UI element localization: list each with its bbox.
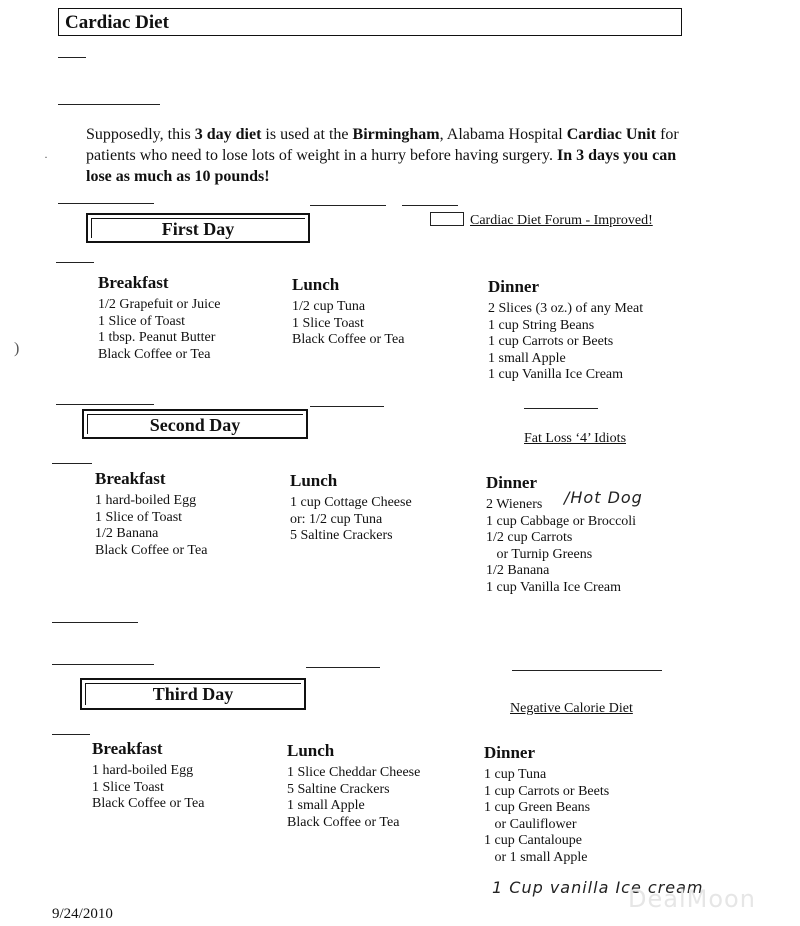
day-3-lunch-list [287, 765, 420, 831]
list-item: or Turnip Greens [486, 546, 593, 562]
list-item: 5 Saltine Crackers [290, 528, 393, 543]
list-item: 1 small Apple [287, 798, 365, 813]
list-item: Black Coffee or Tea [98, 346, 211, 362]
list-item: Black Coffee or Tea [92, 796, 205, 811]
list-item: 1 tbsp. Peanut Butter [98, 330, 216, 345]
list-item: 1/2 Grapefuit or Juice [98, 297, 221, 312]
list-item: 1 cup Tuna [484, 767, 547, 782]
list-item: 1 Slice of Toast [98, 313, 186, 329]
divider [56, 262, 94, 263]
divider [310, 205, 386, 206]
divider [512, 670, 662, 671]
day-1-breakfast-list [98, 297, 220, 363]
divider [310, 406, 384, 407]
list-item: 2 Slices (3 oz.) of any Meat [488, 301, 644, 316]
handwritten-note-hotdog: /Hot Dog [564, 488, 643, 507]
list-item: 1 cup Vanilla Ice Cream [488, 367, 624, 382]
list-item: 1 cup Green Beans [484, 800, 591, 815]
list-item: 1/2 Banana [486, 563, 550, 578]
day-2-lunch-heading: Lunch [290, 471, 338, 490]
day-3-dinner-heading: Dinner [484, 743, 535, 762]
forum-link[interactable]: Cardiac Diet Forum - Improved! [470, 213, 653, 228]
list-item: 1 Slice of Toast [95, 509, 183, 525]
list-item: 1/2 Banana [95, 526, 159, 541]
list-item: 5 Saltine Crackers [287, 781, 390, 797]
divider [58, 57, 86, 58]
fat-loss-link[interactable]: Fat Loss ‘4’ Idiots [524, 431, 627, 446]
list-item: or 1 small Apple [484, 849, 588, 865]
divider [58, 203, 154, 204]
list-item: or Cauliflower [484, 816, 577, 832]
list-item: 1 cup Cottage Cheese [290, 495, 412, 510]
list-item: 1 Slice Toast [92, 779, 164, 795]
list-item: 1 cup Cantaloupe [484, 833, 582, 848]
divider [52, 664, 154, 665]
list-item: 1 cup String Beans [488, 317, 595, 333]
list-item: 2 Wieners [486, 497, 543, 512]
list-item: 1/2 cup Carrots [486, 530, 573, 545]
list-item: Black Coffee or Tea [292, 332, 405, 347]
day-2-lunch-list [290, 495, 412, 545]
day-1-lunch-list [292, 299, 404, 349]
list-item: 1 hard-boiled Egg [95, 493, 197, 508]
divider [306, 667, 380, 668]
divider [52, 734, 90, 735]
day-3-heading: Third Day [80, 678, 306, 710]
scan-speck: · [44, 150, 48, 164]
print-date: 9/24/2010 [52, 906, 113, 922]
list-item: 1 small Apple [488, 350, 566, 366]
divider [402, 205, 458, 206]
list-item: Black Coffee or Tea [95, 542, 208, 558]
day-2-dinner-heading: Dinner [486, 473, 537, 492]
day-1-dinner-heading: Dinner [488, 277, 539, 296]
list-item: 1 hard-boiled Egg [92, 763, 194, 778]
divider [524, 408, 598, 409]
scan-mark: ) [14, 340, 20, 357]
list-item: 1 cup Cabbage or Broccoli [486, 513, 637, 529]
list-item: 1 cup Vanilla Ice Cream [486, 579, 622, 595]
day-3-lunch-heading: Lunch [287, 741, 335, 760]
list-item: 1 Slice Toast [292, 315, 364, 331]
day-2-heading: Second Day [82, 409, 308, 439]
divider [58, 104, 160, 105]
divider [52, 463, 92, 464]
watermark-logo: DealMoon [628, 885, 756, 913]
day-2-breakfast-list [95, 493, 207, 559]
day-3-dinner-list [484, 767, 609, 866]
divider [52, 622, 138, 623]
day-1-dinner-list [488, 301, 643, 384]
day-1-heading: First Day [86, 213, 310, 243]
handwritten-note-ice-cream: 1 Cup vanilla Ice cream [492, 878, 704, 897]
list-item: 1 cup Carrots or Beets [488, 334, 614, 349]
day-3-breakfast-heading: Breakfast [92, 739, 163, 758]
day-3-breakfast-list [92, 763, 204, 813]
list-item: 1/2 cup Tuna [292, 299, 366, 314]
day-2-dinner-list [486, 497, 636, 596]
negative-calorie-link[interactable]: Negative Calorie Diet [510, 701, 633, 716]
checkbox-outline [430, 212, 464, 226]
list-item: Black Coffee or Tea [287, 814, 400, 830]
day-1-lunch-heading: Lunch [292, 275, 340, 294]
divider [56, 404, 154, 405]
page-title: Cardiac Diet [58, 8, 682, 36]
day-2-breakfast-heading: Breakfast [95, 469, 166, 488]
list-item: 1 cup Carrots or Beets [484, 783, 610, 799]
intro-paragraph: Supposedly, this 3 day diet is used at the Birmingham, Alabama Hospital Cardiac Unit for patients who need to lose lots of weight in a hurry before having surgery. In 3 days you can lose as much as 10 pounds! [86, 126, 679, 185]
day-1-breakfast-heading: Breakfast [98, 273, 169, 292]
list-item: or: 1/2 cup Tuna [290, 511, 383, 527]
list-item: 1 Slice Cheddar Cheese [287, 765, 421, 780]
